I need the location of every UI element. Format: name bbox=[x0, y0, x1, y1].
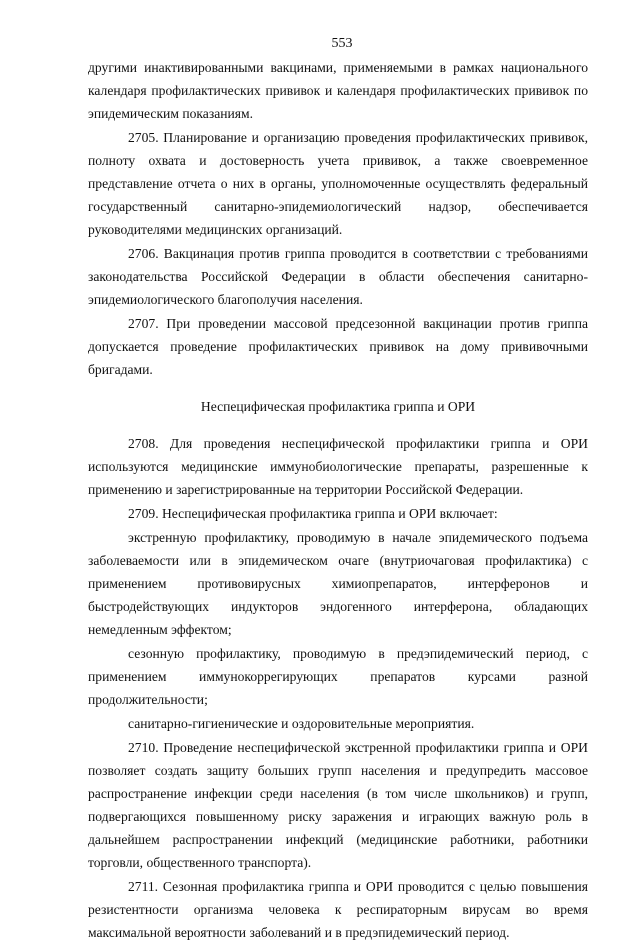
paragraph-2711: 2711. Сезонная профилактика гриппа и ОРИ проводится с целью повышения резистентности организма человека к респираторным вирусам во время максимальной вероятности заболеваний и в предэпидемический период. bbox=[88, 879, 588, 940]
paragraph-2706: 2706. Вакцинация против гриппа проводится в соответствии с требованиями законодательства Российской Федерации в области обеспечения санитарно-эпидемиологического благополучия населения. bbox=[88, 246, 588, 307]
list-item-seasonal-prophylaxis: сезонную профилактику, проводимую в предэпидемический период, с применением иммунокоррегирующих препаратов курсами разной продолжительности; bbox=[88, 646, 588, 707]
paragraph-2707: 2707. При проведении массовой предсезонной вакцинации против гриппа допускается проведение профилактических прививок на дому прививочными бригадами. bbox=[88, 316, 588, 377]
list-item-sanitary-measures: санитарно-гигиенические и оздоровительные мероприятия. bbox=[128, 716, 475, 731]
paragraph-continuation: другими инактивированными вакцинами, применяемыми в рамках национального календаря профилактических прививок и календаря профилактических прививок по эпидемическим показаниям. bbox=[88, 60, 588, 121]
page-number: 553 bbox=[331, 36, 353, 51]
list-item-emergency-prophylaxis: экстренную профилактику, проводимую в начале эпидемического подъема заболеваемости или в эпидемическом очаге (внутриочаговая профилактика) с применением противовирусных химиопрепаратов, интерферонов и быстродействующих индукторов эндогенного интерферона, обладающих немедленным эффектом; bbox=[88, 530, 588, 637]
section-heading: Неспецифическая профилактика гриппа и ОРИ bbox=[200, 399, 476, 414]
paragraph-2710: 2710. Проведение неспецифической экстренной профилактики гриппа и ОРИ позволяет создать защиту больших групп населения и предупредить массовое распространение инфекции среди населения (в том числе школьников) и групп, подвергающихся повышенному риску заражения и играющих важную роль в дальнейшем распространении инфекций (медицинские работники, работники торговли, общественного транспорта). bbox=[88, 740, 588, 870]
document-page bbox=[88, 36, 588, 944]
paragraph-2708: 2708. Для проведения неспецифической профилактики гриппа и ОРИ используются медицинские иммунобиологические препараты, разрешенные к применению и зарегистрированные на территории Российской Федерации. bbox=[88, 436, 588, 497]
paragraph-2709: 2709. Неспецифическая профилактика гриппа и ОРИ включает: bbox=[128, 506, 498, 521]
paragraph-2705: 2705. Планирование и организацию проведения профилактических прививок, полноту охвата и достоверность учета прививок, а также своевременное представление отчета о них в органы, уполномоченные осуществлять федеральный государственный санитарно-эпидемиологический надзор, обеспечивается руководителями медицинских организаций. bbox=[88, 130, 588, 237]
